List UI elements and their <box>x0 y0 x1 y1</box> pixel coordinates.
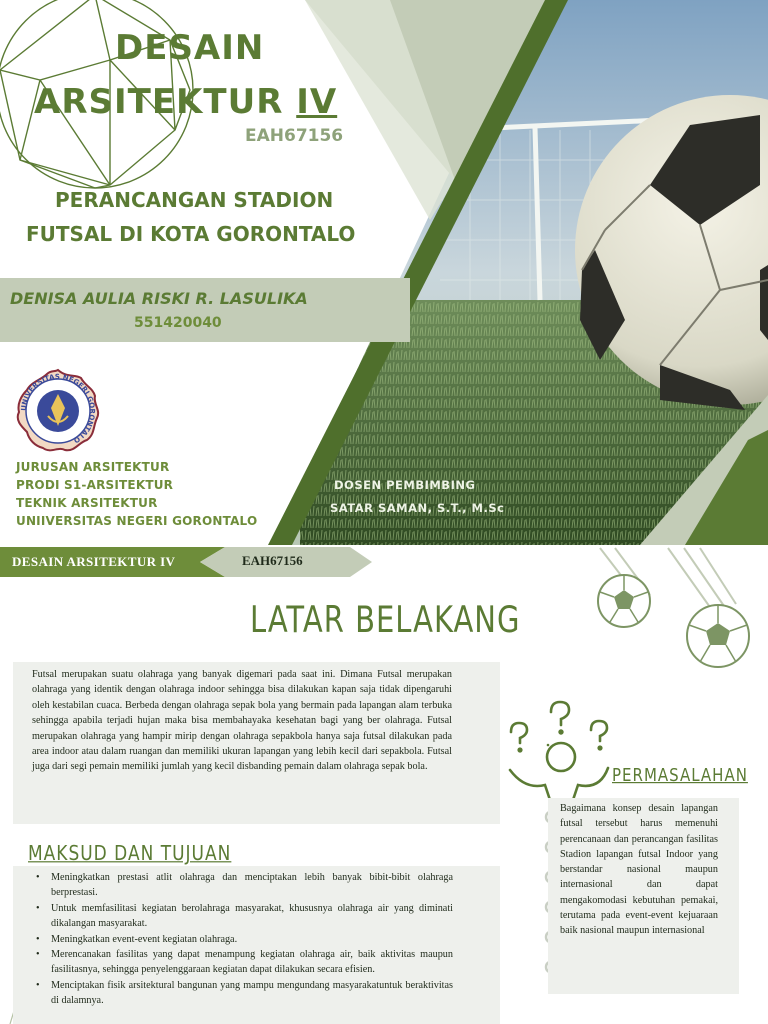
list-item: • Meningkatkan prestasi atlit olahraga dan menciptakan lebih banyak bibit-bibit olahraga berprestasi. <box>33 870 453 901</box>
strip-course-code: EAH67156 <box>242 553 303 568</box>
cover-course-code: EAH67156 <box>245 126 344 146</box>
author-id: 551420040 <box>134 315 222 331</box>
list-item: • Meningkatkan event-event kegiatan olahraga. <box>33 932 453 947</box>
list-item: • Merencanakan fasilitas yang dapat menampung kegiatan olahraga air, baik aktivitas maupun fasilitasnya, sehingga penyelenggaraan kegiatan dapat dilakukan secara efisien. <box>33 947 453 978</box>
cover-subtitle-line2: FUTSAL DI KOTA GORONTALO <box>26 222 356 246</box>
cover-title-line1: DESAIN <box>115 28 265 68</box>
latar-body: Futsal merupakan suatu olahraga yang banyak digemari pada saat ini. Dimana Futsal merupakan olahraga yang identik dengan olahraga indoor sehingga bisa dilakukan kapan saja tidak dipengaruhi oleh kestabilan cuaca. Berbeda dengan olahraga sepak bola yang bermain pada lapangan alam terbuka sehingga apabila terjadi hujan maka bisa membahayaka kesehatan bagi yang ber olahraga. Futsal merupakan olahraga yang hampir mirip dengan olahraga sepakbola hanya saja futsal dilakukan pada area indoor atau dalam ruangan dan memiliki ukuran lapangan yang lebih kecil dari sepakbola. Futsal juga dari segi pemain memiliki jumlah yang kecil disbanding pemain dalam olahraga sepak bola. <box>32 669 452 773</box>
supervisor-label: DOSEN PEMBIMBING <box>334 478 476 492</box>
affiliation-department: JURUSAN ARSITEKTUR <box>16 460 170 474</box>
author-band <box>0 278 410 342</box>
cover-title-word: ARSITEKTUR <box>34 82 297 122</box>
cover-title-line2 <box>34 82 337 122</box>
soccer-ball-medium-icon <box>687 605 749 667</box>
cover-subtitle-line1: PERANCANGAN STADION <box>55 188 334 212</box>
heading-permasalahan: PERMASALAHAN <box>612 764 748 786</box>
affiliation-faculty: TEKNIK ARSITEKTUR <box>16 496 158 510</box>
list-item: • Menciptakan fisik arsitektural bangunan yang mampu mengundang masyarakatuntuk beraktivitas di dalamnya. <box>33 978 453 1009</box>
affiliation-program: PRODI S1-ARSITEKTUR <box>16 478 174 492</box>
permasalahan-body: Bagaimana konsep desain lapangan futsal tersebut harus memenuhi perencanaan dan perancangan fasilitas Stadion lapangan futsal Indoor yang berstandar nasional maupun internasional dan dapat mengakomodasi kebutuhan pemakai, terutama pada event-event kejuaraan baik nasional maupun internasional <box>560 803 718 937</box>
affiliation-university: UNIIVERSITAS NEGERI GORONTALO <box>16 514 258 528</box>
motion-lines <box>600 548 736 610</box>
heading-latar-belakang: LATAR BELAKANG <box>250 598 521 641</box>
logo-ring-text: UNIVERSITAS NEGERI GORONTALO <box>19 372 97 445</box>
heading-maksud-tujuan: MAKSUD DAN TUJUAN <box>28 842 232 866</box>
soccer-ball-small-icon <box>598 575 650 627</box>
maksud-list <box>33 870 453 1009</box>
university-logo <box>15 368 101 454</box>
supervisor-name: SATAR SAMAN, S.T., M.Sc <box>330 501 505 515</box>
strip-course-name: DESAIN ARSITEKTUR IV <box>12 554 176 569</box>
author-name: DENISA AULIA RISKI R. LASULIKA <box>10 289 308 308</box>
list-item: • Untuk memfasilitasi kegiatan berolahraga masyarakat, khususnya olahraga air yang diminati dikalangan masyarakat. <box>33 901 453 932</box>
cover-title-roman: IV <box>296 82 338 122</box>
